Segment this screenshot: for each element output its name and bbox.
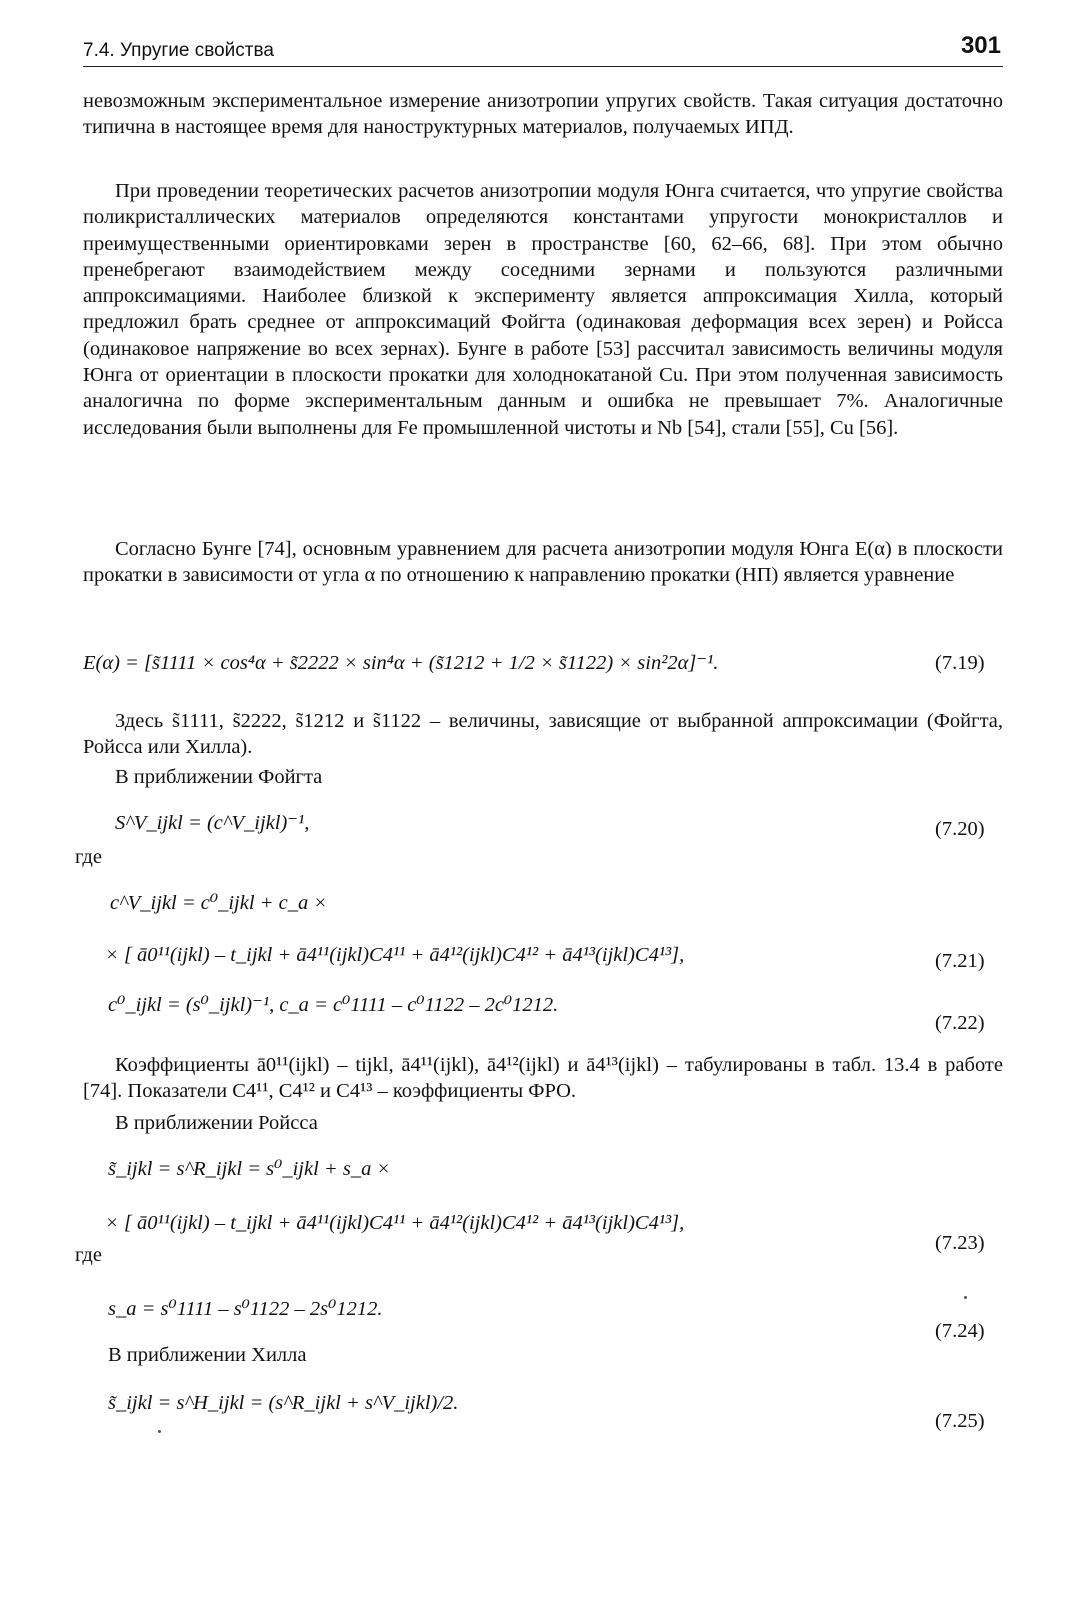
header-rule [83, 66, 1003, 67]
print-speck [964, 1296, 967, 1299]
equation-7-22: c⁰_ijkl = (s⁰_ijkl)⁻¹, c_a = c⁰1111 – c⁰1122 – 2c⁰1212. [108, 994, 559, 1016]
paragraph-6: Коэффициенты ā0¹¹(ijkl) – tijkl, ā4¹¹(ijkl), ā4¹²(ijkl) и ā4¹³(ijkl) – табулированы в табл. 13.4 в работе [74]. Показатели C4¹¹, C4¹² и C4¹³ – коэффициенты ФРО. [83, 1054, 1003, 1103]
where-label-1: где [75, 846, 102, 868]
hill-heading: В приближении Хилла [108, 1344, 307, 1366]
section-title: 7.4. Упругие свойства [83, 40, 274, 61]
equation-7-19: E(α) = [s̃1111 × cos⁴α + s̃2222 × sin⁴α + (s̃1212 + 1/2 × s̃1122) × sin²2α]⁻¹. [83, 652, 719, 674]
running-header [83, 26, 1003, 68]
reuss-heading: В приближении Ройсса [115, 1112, 318, 1134]
paragraph-3: Согласно Бунге [74], основным уравнением для расчета анизотропии модуля Юнга E(α) в плоскости прокатки в зависимости от угла α по отношению к направлению прокатки (НП) является уравнение [83, 538, 1003, 587]
voigt-heading: В приближении Фойгта [115, 766, 323, 788]
print-speck [158, 1430, 161, 1433]
equation-number-7-25: (7.25) [935, 1410, 985, 1432]
equation-number-7-24: (7.24) [935, 1320, 985, 1342]
equation-7-23-line-2: × [ ā0¹¹(ijkl) – t_ijkl + ā4¹¹(ijkl)C4¹¹ + ā4¹²(ijkl)C4¹² + ā4¹³(ijkl)C4¹³], [105, 1212, 685, 1234]
equation-number-7-19: (7.19) [935, 652, 985, 674]
paragraph-2: При проведении теоретических расчетов анизотропии модуля Юнга считается, что упругие свойства поликристаллических материалов определяются константами упругости монокристаллов и преимущественными ориентировками зерен в пространстве [60, 62–66, 68]. При этом обычно пренебрегают взаимодействием между соседними зернами и пользуются различными аппроксимациями. Наиболее близкой к эксперименту является аппроксимация Хилла, который предложил брать среднее от аппроксимаций Фойгта (одинаковая деформация всех зерен) и Ройсса (одинаковое напряжение во всех зернах). Бунге в работе [53] рассчитал зависимость величины модуля Юнга от ориентации в плоскости прокатки для холоднокатаной Cu. При этом полученная зависимость аналогична по форме экспериментальным данным и ошибка не превышает 7%. Аналогичные исследования были выполнены для Fe промышленной чистоты и Nb [54], стали [55], Cu [56]. [83, 180, 1003, 439]
equation-number-7-22: (7.22) [935, 1012, 985, 1034]
equation-7-25: s̃_ijkl = s^H_ijkl = (s^R_ijkl + s^V_ijkl)/2. [108, 1392, 459, 1414]
equation-7-21-line-1: c^V_ijkl = c⁰_ijkl + c_a × [110, 892, 328, 914]
equation-7-24: s_a = s⁰1111 – s⁰1122 – 2s⁰1212. [108, 1298, 383, 1320]
equation-7-20: S^V_ijkl = (c^V_ijkl)⁻¹, [115, 812, 310, 834]
page-number: 301 [960, 32, 1001, 59]
equation-number-7-20: (7.20) [935, 818, 985, 840]
equation-7-23-line-1: s̃_ijkl = s^R_ijkl = s⁰_ijkl + s_a × [108, 1158, 391, 1180]
paragraph-4: Здесь s̃1111, s̃2222, s̃1212 и s̃1122 – величины, зависящие от выбранной аппроксимации (Фойгта, Ройсса или Хилла). [83, 710, 1003, 759]
where-label-2: где [75, 1244, 102, 1266]
equation-7-21-line-2: × [ ā0¹¹(ijkl) – t_ijkl + ā4¹¹(ijkl)C4¹¹ + ā4¹²(ijkl)C4¹² + ā4¹³(ijkl)C4¹³], [105, 944, 685, 966]
paragraph-1: невозможным экспериментальное измерение анизотропии упругих свойств. Такая ситуация достаточно типична в настоящее время для наноструктурных материалов, получаемых ИПД. [83, 90, 1003, 139]
equation-number-7-23: (7.23) [935, 1232, 985, 1254]
equation-number-7-21: (7.21) [935, 950, 985, 972]
